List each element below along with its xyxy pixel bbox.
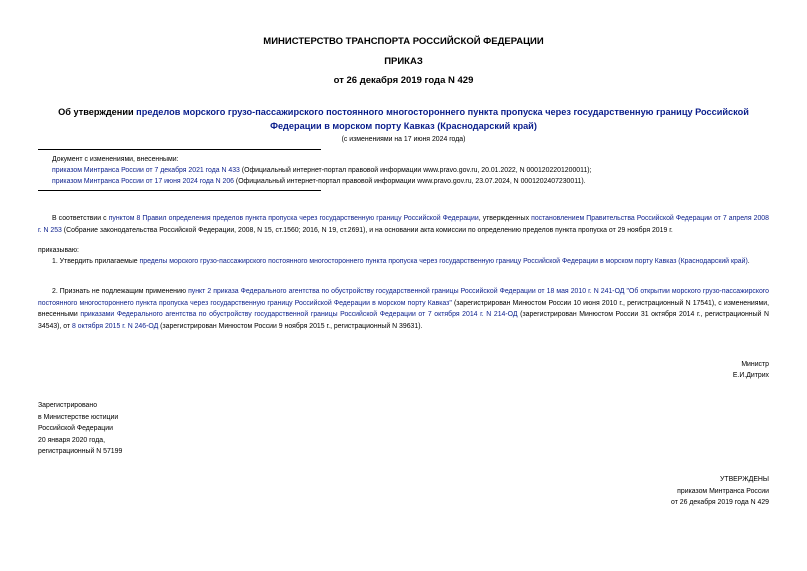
changes-item-1: [52, 165, 792, 176]
registration-line-5: регистрационный N 57199: [38, 448, 123, 455]
item-1-text-2: .: [747, 258, 750, 265]
signature-position: Министр: [741, 361, 769, 368]
title-link[interactable]: пределов морского грузо-пассажирского постоянного многостороннего пункта пропуска через государственную границу Российской Федерации в морском порту Кавказ (Краснодарский край): [136, 107, 749, 131]
document-title: [38, 105, 769, 133]
separator-bottom: [38, 190, 321, 191]
document-date-number: от 26 декабря 2019 года N 429: [333, 75, 474, 86]
item-1-limits-link[interactable]: пределы морского грузо-пассажирского постоянного многостороннего пункта пропуска через государственную границу Российской Федерации в морском порту Кавказ (Краснодарский край): [139, 258, 748, 265]
changes-item-1-text: (Официальный интернет-портал правовой информации www.pravo.gov.ru, 20.01.2022, N 0001202201200011);: [239, 167, 592, 174]
item-2-text-2: (зарегистрирован Минюстом России 10 июня 2010 г., регистрационный N 17541), с изменениями, внесенными: [38, 299, 769, 318]
revision-note: (с изменениями на 17 июня 2024 года): [341, 136, 466, 143]
separator-top: [38, 149, 321, 150]
ministry-heading: МИНИСТЕРСТВО ТРАНСПОРТА РОССИЙСКОЙ ФЕДЕРАЦИИ: [263, 36, 544, 47]
approval-line-3: от 26 декабря 2019 года N 429: [671, 499, 769, 506]
registration-line-1: Зарегистрировано: [38, 402, 98, 409]
link-punkt-8[interactable]: пунктом 8: [108, 215, 141, 222]
approval-line-2: приказом Минтранса России: [677, 487, 769, 495]
item-1-text-1: 1. Утвердить прилагаемые: [52, 258, 140, 265]
changes-item-1-link[interactable]: приказом Минтранса России от 7 декабря 2021 года N 433: [52, 167, 240, 174]
preamble-paragraph: [38, 213, 769, 236]
preamble-text-3: , утвержденных: [478, 215, 532, 222]
preamble-text-4: (Собрание законодательства Российской Федерации, 2008, N 15, ст.1560; 2016, N 19, ст.2691), и на основании акта комиссии по определению пределов пункта пропуска от 29 ноября 2019 г.: [61, 226, 673, 234]
link-rules[interactable]: Правил определения пределов пункта пропуска через государственную границу Российской Федерации: [142, 215, 479, 222]
signature-name: Е.И.Дитрих: [732, 372, 769, 379]
registration-line-4: 20 января 2020 года,: [38, 436, 105, 444]
document-type: ПРИКАЗ: [384, 56, 423, 67]
item-2-amendments-link[interactable]: приказами Федерального агентства по обустройству государственной границы Российской Федерации от 7 октября 2014 г. N 214-ОД: [80, 311, 518, 318]
title-prefix: Об утверждении: [58, 107, 137, 117]
changes-item-2-text: (Официальный интернет-портал правовой информации www.pravo.gov.ru, 23.07.2024, N 0001202407230011).: [233, 178, 586, 185]
link-government-resolution[interactable]: постановлением Правительства Российской Федерации от 7 апреля 2008 г. N 253: [38, 215, 769, 234]
registration-block: [38, 400, 122, 458]
approval-line-1: УТВЕРЖДЕНЫ: [720, 476, 769, 483]
registration-line-3: Российской Федерации: [38, 425, 113, 432]
item-2-text-3: (зарегистрирован Минюстом России 31 октября 2014 г., регистрационный N 34543), от: [38, 311, 769, 330]
item-2-text-4: (зарегистрирован Минюстом России 9 ноября 2015 г., регистрационный N 39631).: [158, 322, 423, 330]
order-word: приказываю:: [38, 247, 79, 254]
item-2-order-link[interactable]: пункт 2 приказа Федерального агентства по обустройству государственной границы Российской Федерации от 18 мая 2010 г. N 241-ОД "Об открытии морского грузо-пассажирского постоянного многостороннего пункта пропуска через государственную границу Российской Федерации в морском порту Кавказ": [38, 288, 769, 307]
registration-line-2: в Министерстве юстиции: [38, 413, 119, 421]
changes-item-2-link[interactable]: приказом Минтранса России от 17 июня 2024 года N 206: [52, 178, 234, 185]
item-2-text-1: 2. Признать не подлежащим применению: [52, 288, 189, 295]
approval-block: [671, 474, 769, 509]
order-item-1: [38, 256, 769, 268]
preamble-text-1: В соответствии с: [52, 215, 109, 222]
changes-item-2: [52, 176, 792, 187]
order-item-2: [38, 286, 769, 332]
item-2-2015-link[interactable]: 8 октября 2015 г. N 246-ОД: [72, 322, 159, 330]
changes-intro: Документ с изменениями, внесенными:: [52, 156, 179, 163]
